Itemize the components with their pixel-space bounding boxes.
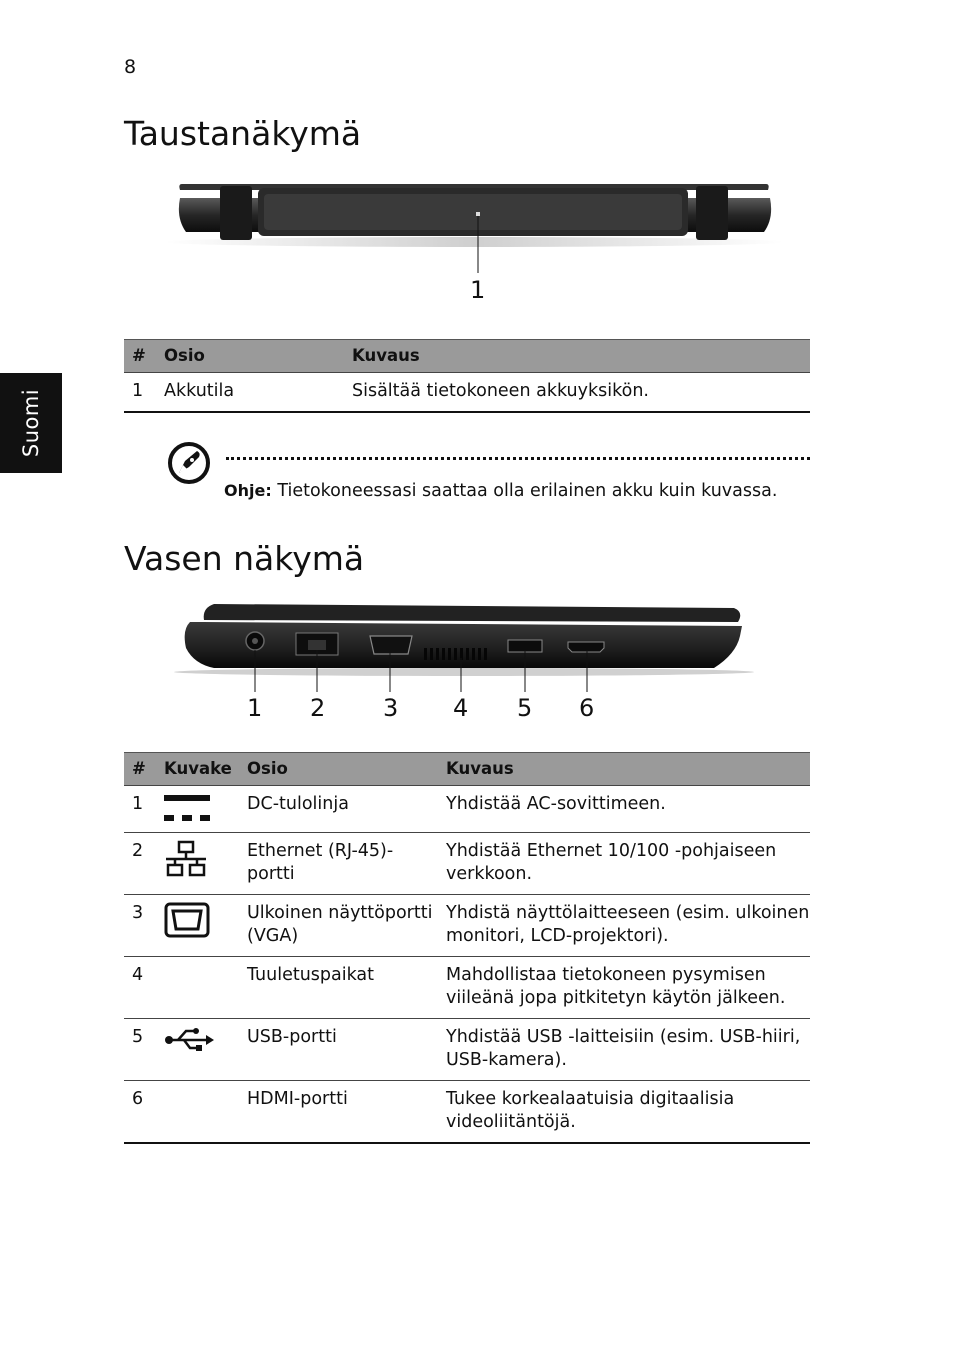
row-desc: Yhdistää USB -laitteisiin (esim. USB-hiiri, USB-kamera).: [438, 1019, 810, 1081]
dc-in-icon: [164, 793, 210, 823]
row-item: USB-portti: [239, 1019, 438, 1081]
row-desc: Sisältää tietokoneen akkuyksikön.: [344, 373, 810, 413]
header-desc: Kuvaus: [344, 340, 810, 373]
note-label: Ohje:: [224, 481, 272, 500]
row-num: 6: [124, 1081, 156, 1144]
header-num: #: [124, 340, 156, 373]
rear-callout-1: 1: [470, 276, 486, 304]
rear-view-illustration: [124, 178, 810, 308]
row-item: Akkutila: [156, 373, 344, 413]
row-icon: [156, 895, 239, 957]
left-callout-1: 1: [247, 694, 263, 722]
row-icon: [156, 786, 239, 833]
row-item: HDMI-portti: [239, 1081, 438, 1144]
row-item: Ulkoinen näyttöportti (VGA): [239, 895, 438, 957]
row-item: Ethernet (RJ-45)-portti: [239, 833, 438, 895]
usb-icon: [164, 1026, 214, 1054]
header-desc: Kuvaus: [438, 753, 810, 786]
left-view-heading: Vasen näkymä: [124, 539, 365, 578]
rear-view-table: [124, 339, 810, 413]
left-callout-4: 4: [453, 694, 469, 722]
vga-icon: [164, 902, 210, 938]
left-callout-2: 2: [310, 694, 326, 722]
left-callout-3: 3: [383, 694, 399, 722]
left-view-table: [124, 752, 810, 1144]
left-view-illustration: [124, 600, 810, 730]
row-desc: Mahdollistaa tietokoneen pysymisen viileänä jopa pitkitetyn käytön jälkeen.: [438, 957, 810, 1019]
note-divider: [226, 457, 810, 460]
header-num: #: [124, 753, 156, 786]
row-num: 1: [124, 373, 156, 413]
row-num: 1: [124, 786, 156, 833]
row-item: Tuuletuspaikat: [239, 957, 438, 1019]
header-item: Osio: [156, 340, 344, 373]
header-icon: Kuvake: [156, 753, 239, 786]
language-tab: [0, 373, 62, 473]
rear-view-heading: Taustanäkymä: [124, 114, 362, 153]
table-row: [124, 895, 810, 957]
header-item: Osio: [239, 753, 438, 786]
row-desc: Yhdistää Ethernet 10/100 -pohjaiseen verkkoon.: [438, 833, 810, 895]
table-row: [124, 1019, 810, 1081]
table-row: [124, 786, 810, 833]
note: [224, 481, 777, 501]
left-callout-5: 5: [517, 694, 533, 722]
table-row: [124, 1081, 810, 1144]
note-text: Tietokoneessasi saattaa olla erilainen akku kuin kuvassa.: [277, 481, 778, 501]
table-header-row: [124, 340, 810, 373]
table-row: [124, 957, 810, 1019]
row-num: 4: [124, 957, 156, 1019]
row-icon: [156, 833, 239, 895]
left-callout-6: 6: [579, 694, 595, 722]
row-icon: [156, 1081, 239, 1144]
row-num: 3: [124, 895, 156, 957]
row-icon: [156, 957, 239, 1019]
table-header-row: [124, 753, 810, 786]
row-num: 2: [124, 833, 156, 895]
table-row: [124, 373, 810, 413]
language-tab-label: Suomi: [19, 388, 43, 458]
row-desc: Tukee korkealaatuisia digitaalisia videoliitäntöjä.: [438, 1081, 810, 1144]
row-icon: [156, 1019, 239, 1081]
note-icon: [167, 441, 211, 485]
table-row: [124, 833, 810, 895]
row-desc: Yhdistää AC-sovittimeen.: [438, 786, 810, 833]
page-number: 8: [124, 56, 137, 78]
row-item: DC-tulolinja: [239, 786, 438, 833]
ethernet-icon: [164, 840, 210, 880]
row-num: 5: [124, 1019, 156, 1081]
row-desc: Yhdistä näyttölaitteeseen (esim. ulkoinen monitori, LCD-projektori).: [438, 895, 810, 957]
